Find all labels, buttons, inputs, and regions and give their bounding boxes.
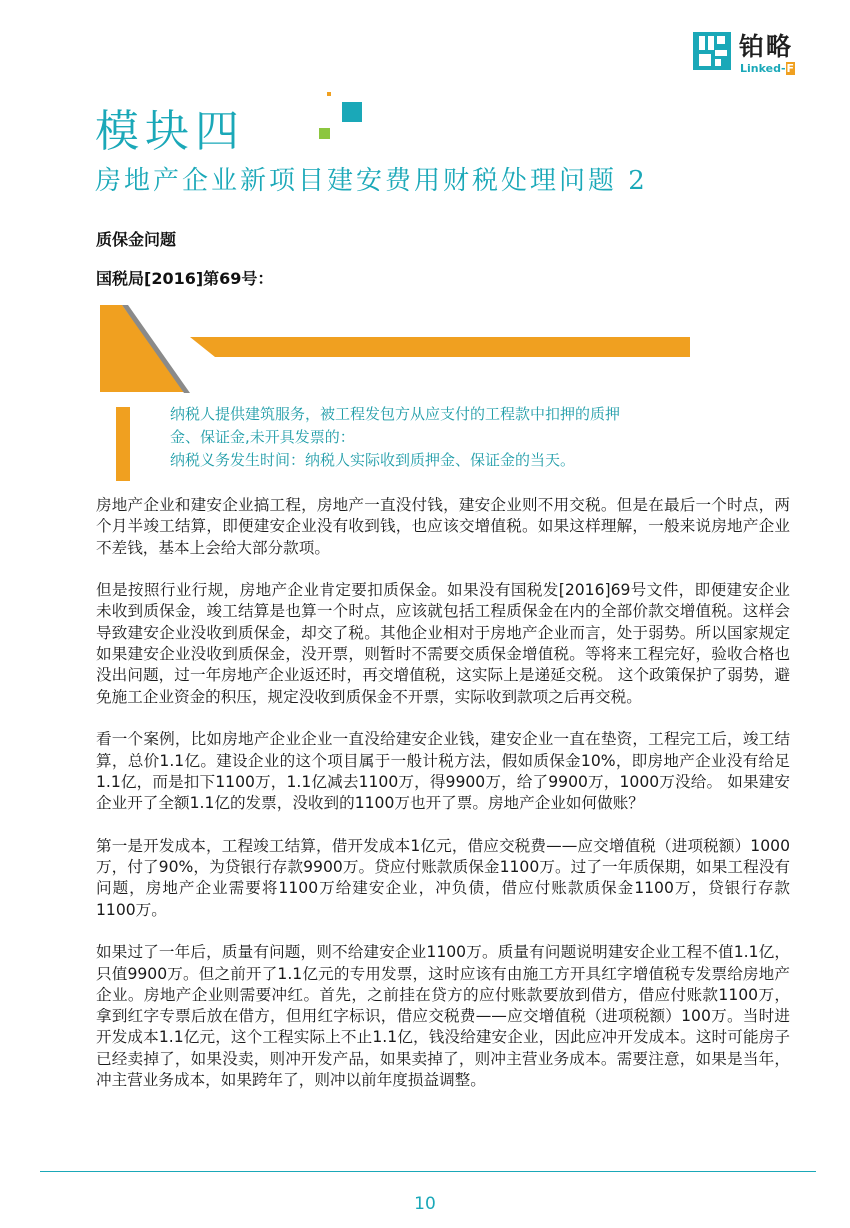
logo-name-en: Linked-F (740, 62, 795, 75)
body-paragraph: 房地产企业和建安企业搞工程，房地产一直没付钱，建安企业则不用交税。但是在最后一个时点，两个月半竣工结算，即便建安企业没有收到钱，也应该交增值税。如果这样理解，一般来说房地产企业不差钱，基本上会给大部分款项。 (96, 496, 790, 557)
module-title: 模块四 (95, 106, 245, 157)
regulation-quote (170, 403, 710, 472)
quote-line: 纳税义务发生时间：纳税人实际收到质押金、保证金的当天。 (170, 451, 576, 469)
decorative-squares-icon (310, 90, 370, 145)
page-number: 10 (414, 1194, 436, 1214)
logo-mark-icon (693, 32, 731, 70)
document-reference: 国税局[2016]第69号： (96, 269, 274, 288)
body-paragraph: 第一是开发成本，工程竣工结算，借开发成本1亿元，借应交税费——应交增值税（进项税额）1000万，付了90%，为贷银行存款9900万。贷应付账款质保金1100万。过了一年质保期，如果工程没有问题，房地产企业需要将1100万给建安企业，冲负债，借应付账款质保金1100万，贷银行存款1100万。 (96, 836, 790, 919)
module-subtitle: 房地产企业新项目建安费用财税处理问题 2 (95, 166, 648, 196)
quote-line: 纳税人提供建筑服务，被工程发包方从应支付的工程款中扣押的质押 (170, 405, 621, 423)
section-heading: 质保金问题 (96, 230, 177, 249)
body-paragraph: 如果过了一年后，质量有问题，则不给建安企业1100万。质量有问题说明建安企业工程不值1.1亿，只值9900万。但之前开了1.1亿元的专用发票，这时应该有由施工方开具红字增值税专发票给房地产企业。房地产企业则需要冲红。首先，之前挂在贷方的应付账款要放到借方，借应付账款1100万，拿到红字专票后放在借方，但用红字标识，借应交税费——应交增值税（进项税额）100万。当时进开发成本1.1亿元，这个工程实际上不止1.1亿，钱没给建安企业，因此应冲开发成本。这时可能房子已经卖掉了，如果没卖，则冲开发产品，如果卖掉了，则冲主营业务成本。需要注意，如果是当年，冲主营业务成本，如果跨年了，则冲以前年度损益调整。 (96, 943, 790, 1090)
quote-line: 金、保证金,未开具发票的： (170, 428, 355, 446)
body-paragraph: 看一个案例，比如房地产企业企业一直没给建安企业钱，建安企业一直在垫资，工程完工后，竣工结算，总价1.1亿。建设企业的这个项目属于一般计税方法，假如质保金10%，即房地产企业没有给足1.1亿，而是扣下1100万，1.1亿减去1100万，得9900万，给了9900万，1000万没给。 如果建安企业开了全额1.1亿的发票，没收到的1100万也开了票。房地产企业如何做账？ (96, 730, 790, 813)
article-body (96, 495, 790, 1113)
body-paragraph: 但是按照行业行规，房地产企业肯定要扣质保金。如果没有国税发[2016]69号文件，即便建安企业未收到质保金，竣工结算是也算一个时点，应该就包括工程质保金在内的全部价款交增值税。这样会导致建安企业没收到质保金，却交了税。其他企业相对于房地产企业而言，处于弱势。所以国家规定如果建安企业没收到质保金，没开票，则暂时不需要交质保金增值税。等将来工程完好，验收合格也没出问题，过一年房地产企业返还时，再交增值税，这实际上是递延交税。 这个政策保护了弱势，避免施工企业资金的积压，规定没收到质保金不开票，实际收到款项之后再交税。 (96, 581, 790, 706)
footer-divider (40, 1171, 816, 1172)
brand-logo (693, 32, 813, 77)
logo-name-cn: 铂略 (739, 32, 794, 61)
